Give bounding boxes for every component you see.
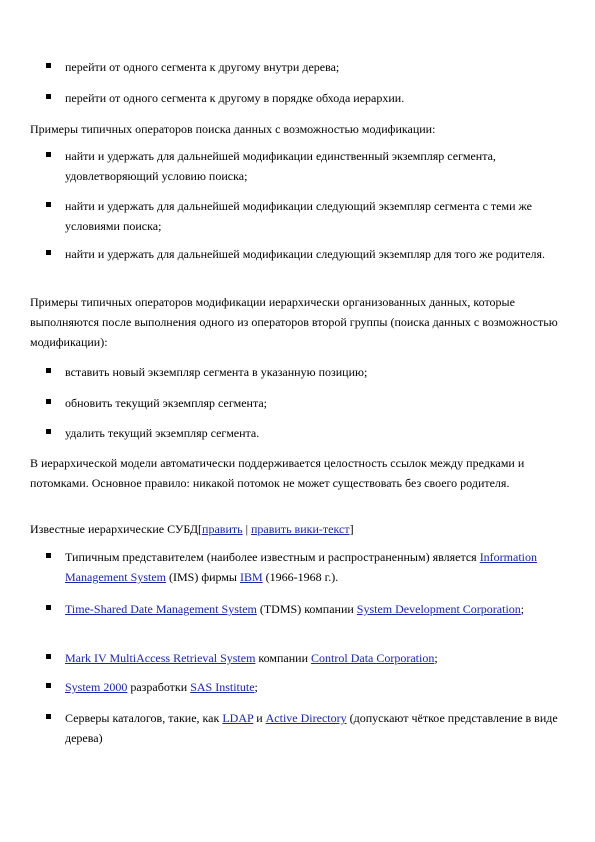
control-data-corporation-link[interactable]: Control Data Corporation xyxy=(311,651,435,665)
active-directory-link[interactable]: Active Directory xyxy=(265,711,347,725)
list-item-text: вставить новый экземпляр сегмента в указанную позицию; xyxy=(65,365,368,379)
tdms-link[interactable]: Time-Shared Date Management System xyxy=(65,602,257,616)
list-item-text: и xyxy=(253,711,266,725)
bracket-open: [ xyxy=(198,522,203,536)
list-item xyxy=(65,423,570,443)
mark-iv-link[interactable]: Mark IV MultiAccess Retrieval System xyxy=(65,651,256,665)
list-item xyxy=(65,599,570,619)
bullet-icon xyxy=(46,152,51,157)
list-item-text: перейти от одного сегмента к другому в порядке обхода иерархии. xyxy=(65,91,405,105)
paragraph: Примеры типичных операторов модификации иерархически организованных данных, которые выполняются после выполнения одного из операторов второй группы (поиска данных с возможностью модификации): xyxy=(30,295,558,349)
list-item xyxy=(65,244,570,264)
list-item-text: Серверы каталогов, такие, как xyxy=(65,711,223,725)
list-item xyxy=(65,547,570,587)
ldap-link[interactable]: LDAP xyxy=(222,711,254,725)
bullet-icon xyxy=(46,94,51,99)
list-item xyxy=(65,648,570,668)
system-2000-link[interactable]: System 2000 xyxy=(65,680,128,694)
paragraph: Примеры типичных операторов поиска данных с возможностью модификации: xyxy=(30,122,436,136)
list-item-text: найти и удержать для дальнейшей модификации следующий экземпляр сегмента с теми же условиями поиска; xyxy=(65,199,532,233)
list-item-text: удалить текущий экземпляр сегмента. xyxy=(65,426,260,440)
edit-separator: | xyxy=(242,522,251,536)
list-item-text: Типичным представителем (наиболее известным и распространенным) является xyxy=(65,550,480,564)
list-item xyxy=(65,146,570,186)
bullet-icon xyxy=(46,399,51,404)
list-item xyxy=(65,393,570,413)
section-heading xyxy=(30,519,560,539)
ims-link[interactable]: Information Management System xyxy=(65,550,538,584)
bullet-icon xyxy=(46,250,51,255)
list-item-text: ; xyxy=(520,602,525,616)
sas-institute-link[interactable]: SAS Institute xyxy=(190,680,255,694)
edit-link[interactable]: править xyxy=(202,522,243,536)
list-item-text: перейти от одного сегмента к другому внутри дерева; xyxy=(65,60,340,74)
list-item-text: ; xyxy=(254,680,258,694)
list-item xyxy=(65,677,570,697)
list-item-text: разработки xyxy=(127,680,191,694)
list-item-text: компании xyxy=(255,651,312,665)
bullet-icon xyxy=(46,429,51,434)
list-item xyxy=(65,88,570,108)
list-item-text: найти и удержать для дальнейшей модификации единственный экземпляр сегмента, удовлетворяющий условию поиска; xyxy=(65,149,496,183)
list-item xyxy=(65,57,570,77)
section-heading-text: Известные иерархические СУБД xyxy=(30,522,199,536)
list-item-text: (TDMS) компании xyxy=(256,602,357,616)
list-item-text: (допускают чёткое представление в виде дерева) xyxy=(65,711,558,745)
list-item-text: ; xyxy=(434,651,438,665)
list-item-text: найти и удержать для дальнейшей модификации следующий экземпляр для того же родителя. xyxy=(65,247,546,261)
system-development-corporation-link[interactable]: System Development Corporation xyxy=(356,602,521,616)
paragraph: В иерархической модели автоматически поддерживается целостность ссылок между предками и потомками. Основное правило: никакой потомок не может существовать без своего родителя. xyxy=(30,456,525,490)
bullet-icon xyxy=(46,714,51,719)
ibm-link[interactable]: IBM xyxy=(240,570,263,584)
bullet-icon xyxy=(46,605,51,610)
bullet-icon xyxy=(46,654,51,659)
bullet-icon xyxy=(46,202,51,207)
edit-wiki-text-link[interactable]: править вики-текст xyxy=(251,522,350,536)
list-item-text: (1966-1968 г.). xyxy=(262,570,339,584)
bullet-icon xyxy=(46,553,51,558)
list-item xyxy=(65,708,570,748)
bullet-icon xyxy=(46,63,51,68)
bullet-icon xyxy=(46,368,51,373)
bracket-close: ] xyxy=(349,522,354,536)
bullet-icon xyxy=(46,683,51,688)
list-item-text: обновить текущий экземпляр сегмента; xyxy=(65,396,268,410)
list-item xyxy=(65,362,570,382)
list-item-text: (IMS) фирмы xyxy=(165,570,240,584)
list-item xyxy=(65,196,570,236)
